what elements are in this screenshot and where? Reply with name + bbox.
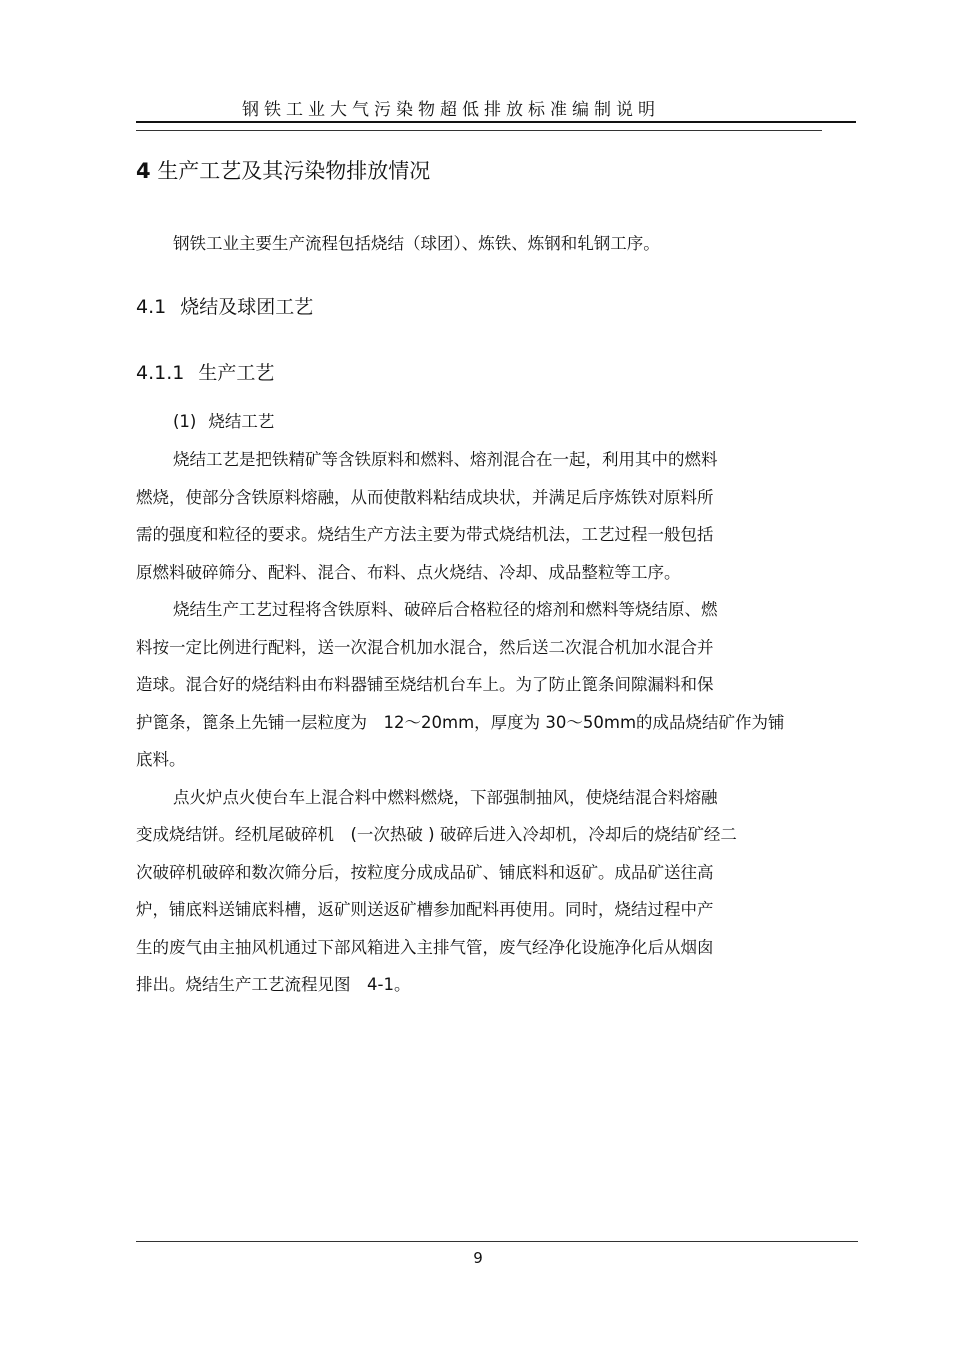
paragraph-line: 排出。烧结生产工艺流程见图 4-1。 [136,975,411,994]
paragraph-line: 原燃料破碎筛分、配料、混合、布料、点火烧结、冷却、成品整粒等工序。 [136,563,681,582]
subsection-heading [136,295,313,319]
item-title: 烧结工艺 [208,412,275,431]
subsubsection-number: 4.1.1 [136,362,185,384]
header-rule [136,121,856,123]
paragraph-line: 料按一定比例进行配料，送一次混合机加水混合，然后送二次混合机加水混合并 [136,638,714,657]
paragraph-line: 需的强度和粒径的要求。烧结生产方法主要为带式烧结机法，工艺过程一般包括 [136,525,714,544]
paragraph-line: 次破碎机破碎和数次筛分后，按粒度分成成品矿、铺底料和返矿。成品矿送往高 [136,863,714,882]
paragraph-line: 造球。混合好的烧结料由布料器铺至烧结机台车上。为了防止篦条间隙漏料和保 [136,675,714,694]
paragraph-line: 护篦条，篦条上先铺一层粒度为 12～20mm，厚度为 30～50mm的成品烧结矿作为铺 [136,713,785,732]
paragraph-line: 烧结生产工艺过程将含铁原料、破碎后合格粒径的熔剂和燃料等烧结原、燃 [173,600,718,619]
running-header: 钢铁工业大气污染物超低排放标准编制说明 [242,100,660,120]
paragraph-line: 燃烧，使部分含铁原料熔融，从而使散料粘结成块状，并满足后序炼铁对原料所 [136,488,714,507]
subsection-number: 4.1 [136,296,167,318]
footer-rule [136,1241,858,1242]
page-number: 9 [473,1249,483,1267]
item-number: (1) [173,412,197,431]
paragraph-line: 变成烧结饼。经机尾破碎机 (一次热破 ) 破碎后进入冷却机，冷却后的烧结矿经二 [136,825,737,844]
subsection-title: 烧结及球团工艺 [180,296,314,318]
paragraph-line: 生的废气由主抽风机通过下部风箱进入主排气管，废气经净化设施净化后从烟囱 [136,938,714,957]
subsubsection-heading [136,361,274,385]
paragraph-line: 点火炉点火使台车上混合料中燃料燃烧，下部强制抽风，使烧结混合料熔融 [173,788,718,807]
header-subrule [136,130,822,131]
paragraph-line: 炉，铺底料送铺底料槽，返矿则送返矿槽参加配料再使用。同时，烧结过程中产 [136,900,714,919]
section-heading [136,158,430,184]
section-number: 4 [136,159,151,183]
paragraph-line: 底料。 [136,750,186,769]
section-title: 生产工艺及其污染物排放情况 [157,159,431,183]
paragraph-line: 烧结工艺是把铁精矿等含铁原料和燃料、熔剂混合在一起，利用其中的燃料 [173,450,718,469]
subsubsection-title: 生产工艺 [198,362,275,384]
item-heading [173,411,274,433]
intro-paragraph: 钢铁工业主要生产流程包括烧结（球团）、炼铁、炼钢和轧钢工序。 [173,234,660,253]
